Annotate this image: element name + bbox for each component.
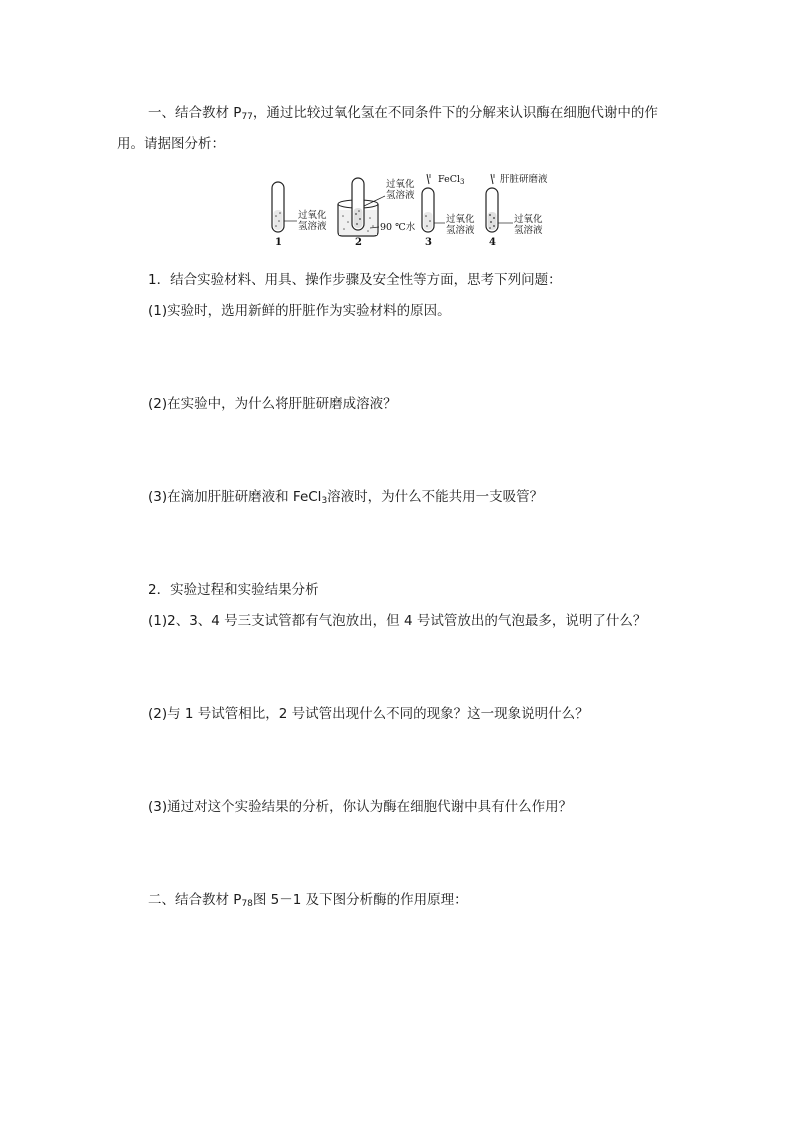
q2-sub2: (2)与 1 号试管相比，2 号试管出现什么不同的现象？这一现象说明什么？ (148, 706, 589, 722)
tube3-reagent-label: FeCl$_3$ (438, 174, 465, 186)
test-tube-2 (352, 178, 364, 230)
q1-sub3: (3)在滴加肝脏研磨液和 FeCl$_3$溶液时，为什么不能共用一支吸管？ (148, 489, 544, 506)
dropper-3-icon (427, 174, 430, 184)
tube-number-2: 2 (355, 237, 362, 248)
test-tube-3 (422, 188, 434, 232)
tube-number-1: 1 (275, 237, 282, 248)
tube3-label-line2: 氢溶液 (446, 225, 475, 236)
water-bath-label: 90 ℃水 (380, 222, 416, 233)
section1-intro-line1: 一、结合教材 $P_{77}$，通过比较过氧化氢在不同条件下的分解来认识酶在细胞代谢中的作 (148, 105, 658, 122)
tube4-label-line1: 过氧化 (514, 214, 543, 225)
q1-sub2: (2)在实验中，为什么将肝脏研磨成溶液？ (148, 396, 397, 412)
tube1-label-line1: 过氧化 (298, 210, 327, 221)
tube-number-3: 3 (425, 237, 432, 248)
experiment-figure (258, 166, 558, 248)
test-tube-4 (486, 188, 498, 232)
tube2-label-line1: 过氧化 (386, 179, 415, 190)
tube4-reagent-label: 肝脏研磨液 (500, 174, 548, 185)
tube3-label-line1: 过氧化 (446, 214, 475, 225)
section1-intro-line2: 用。请据图分析： (117, 136, 225, 152)
tube-number-4: 4 (489, 237, 496, 248)
tube2-label-line2: 氢溶液 (386, 190, 415, 201)
q2-sub1: (1)2、3、4 号三支试管都有气泡放出，但 4 号试管放出的气泡最多，说明了什么？ (148, 613, 647, 629)
q2-heading: 2．实验过程和实验结果分析 (148, 582, 319, 598)
q1-heading: 1．结合实验材料、用具、操作步骤及安全性等方面，思考下列问题： (148, 272, 562, 288)
dropper-4-icon (491, 174, 494, 184)
test-tube-1 (272, 182, 284, 232)
q1-sub1: (1)实验时，选用新鲜的肝脏作为实验材料的原因。 (148, 303, 451, 319)
tube4-label-line2: 氢溶液 (514, 225, 543, 236)
section2-heading: 二、结合教材 $P_{78}$图 5－1 及下图分析酶的作用原理： (148, 892, 468, 909)
tube1-label-line2: 氢溶液 (298, 221, 327, 232)
q2-sub3: (3)通过对这个实验结果的分析，你认为酶在细胞代谢中具有什么作用？ (148, 799, 573, 815)
